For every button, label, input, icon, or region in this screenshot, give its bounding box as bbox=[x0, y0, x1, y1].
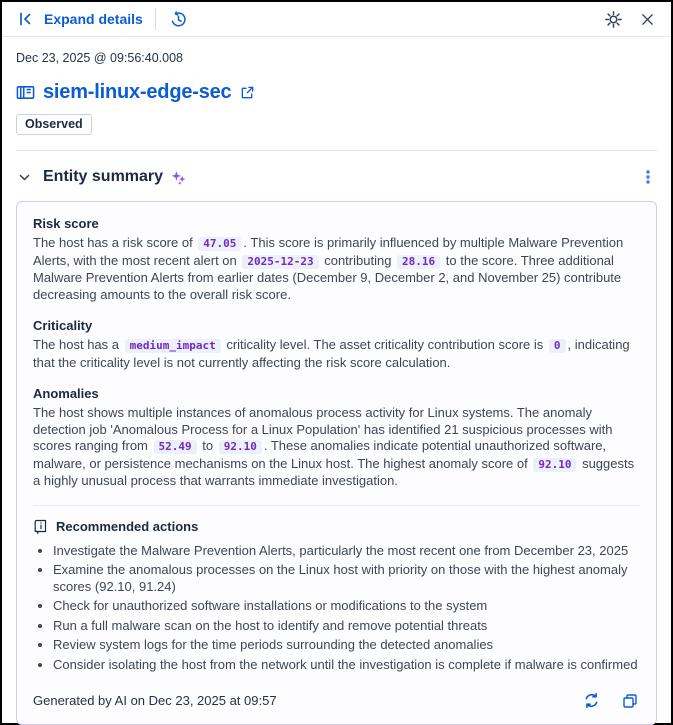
inline-code-value: medium_impact bbox=[125, 339, 221, 353]
recommended-action-item: • Investigate the Malware Prevention Alerts, particularly the most recent one from December 23, 2025 bbox=[53, 543, 640, 560]
recommended-actions-title: Recommended actions bbox=[56, 519, 199, 534]
expand-details-button[interactable]: Expand details bbox=[44, 11, 143, 27]
section-body: The host has a risk score of 47.05 . This score is primarily influenced by multiple Malware Prevention Alerts, with the most recent alert on 2025-12-23 contributing 28.16 to the score. Three additional Malware Prevention Alerts from earlier dates (December 9, December 2, and November 25) contribute decreasing amounts to the overall risk score. bbox=[33, 235, 624, 302]
flyout-header-bar bbox=[2, 2, 671, 37]
summary-section bbox=[33, 216, 640, 303]
inline-code-value: 2025-12-23 bbox=[242, 255, 318, 269]
open-in-new-icon[interactable] bbox=[240, 85, 255, 100]
recommended-action-item: • Consider isolating the host from the network until the investigation is complete if malware is confirmed bbox=[53, 657, 640, 674]
inline-code-value: 52.49 bbox=[154, 440, 197, 454]
recommended-action-item: • Run a full malware scan on the host to identify and remove potential threats bbox=[53, 618, 640, 635]
section-body: The host shows multiple instances of anomalous process activity for Linux systems. The anomaly detection job 'Anomalous Process for a Linux Population' has identified 21 suspicious processes with scores ranging from 52.49 to 92.10 . These anomalies indicate potential unauthorized software, malware, or persistence mechanisms on the Linux host. The highest anomaly score of 92.10 suggests a highly unusual process that warrants immediate investigation. bbox=[33, 405, 635, 488]
inline-code-value: 92.10 bbox=[219, 440, 262, 454]
ai-sparkles-icon bbox=[170, 169, 187, 186]
divider bbox=[33, 505, 640, 506]
entity-timestamp: Dec 23, 2025 @ 09:56:40.008 bbox=[16, 51, 183, 65]
section-heading: Risk score bbox=[33, 216, 99, 231]
copy-icon[interactable] bbox=[620, 691, 640, 711]
book-info-icon bbox=[33, 519, 49, 535]
section-body: The host has a medium_impact criticality level. The asset criticality contribution score is 0 , indicating that the criticality level is not currently affecting the risk score calculation. bbox=[33, 337, 630, 370]
generated-by-ai-text: Generated by AI on Dec 23, 2025 at 09:57 bbox=[33, 693, 277, 708]
summary-sections bbox=[33, 216, 640, 490]
recommended-action-item: • Review system logs for the time periods surrounding the detected anomalies bbox=[53, 637, 640, 654]
inline-code-value: 0 bbox=[549, 339, 566, 353]
host-storage-icon bbox=[16, 83, 35, 102]
kebab-menu-icon[interactable] bbox=[639, 167, 657, 187]
inline-code-value: 28.16 bbox=[397, 255, 440, 269]
entity-header bbox=[2, 37, 671, 151]
recommended-action-item: • Examine the anomalous processes on the Linux host with priority on those with the highest anomaly scores (92.10, 91.24) bbox=[53, 562, 640, 595]
status-badge: Observed bbox=[16, 114, 92, 135]
entity-summary-header bbox=[2, 151, 671, 199]
summary-section bbox=[33, 386, 640, 490]
recommended-actions-list bbox=[33, 543, 640, 674]
host-name-link[interactable]: siem-linux-edge-sec bbox=[43, 81, 232, 103]
gear-icon[interactable] bbox=[603, 9, 624, 30]
section-heading: Criticality bbox=[33, 318, 93, 333]
inline-code-value: 47.05 bbox=[198, 237, 241, 251]
close-icon[interactable] bbox=[638, 10, 657, 29]
chevron-down-icon[interactable] bbox=[16, 169, 33, 186]
inline-code-value: 92.10 bbox=[533, 458, 576, 472]
regenerate-icon[interactable] bbox=[581, 690, 602, 711]
divider bbox=[155, 8, 156, 30]
entity-summary-title: Entity summary bbox=[43, 168, 164, 185]
summary-section bbox=[33, 318, 640, 371]
section-heading: Anomalies bbox=[33, 386, 99, 401]
entity-summary-panel bbox=[16, 201, 657, 725]
recommended-action-item: • Check for unauthorized software installations or modifications to the system bbox=[53, 598, 640, 615]
history-icon[interactable] bbox=[168, 9, 189, 30]
collapse-panel-icon[interactable] bbox=[16, 9, 36, 29]
